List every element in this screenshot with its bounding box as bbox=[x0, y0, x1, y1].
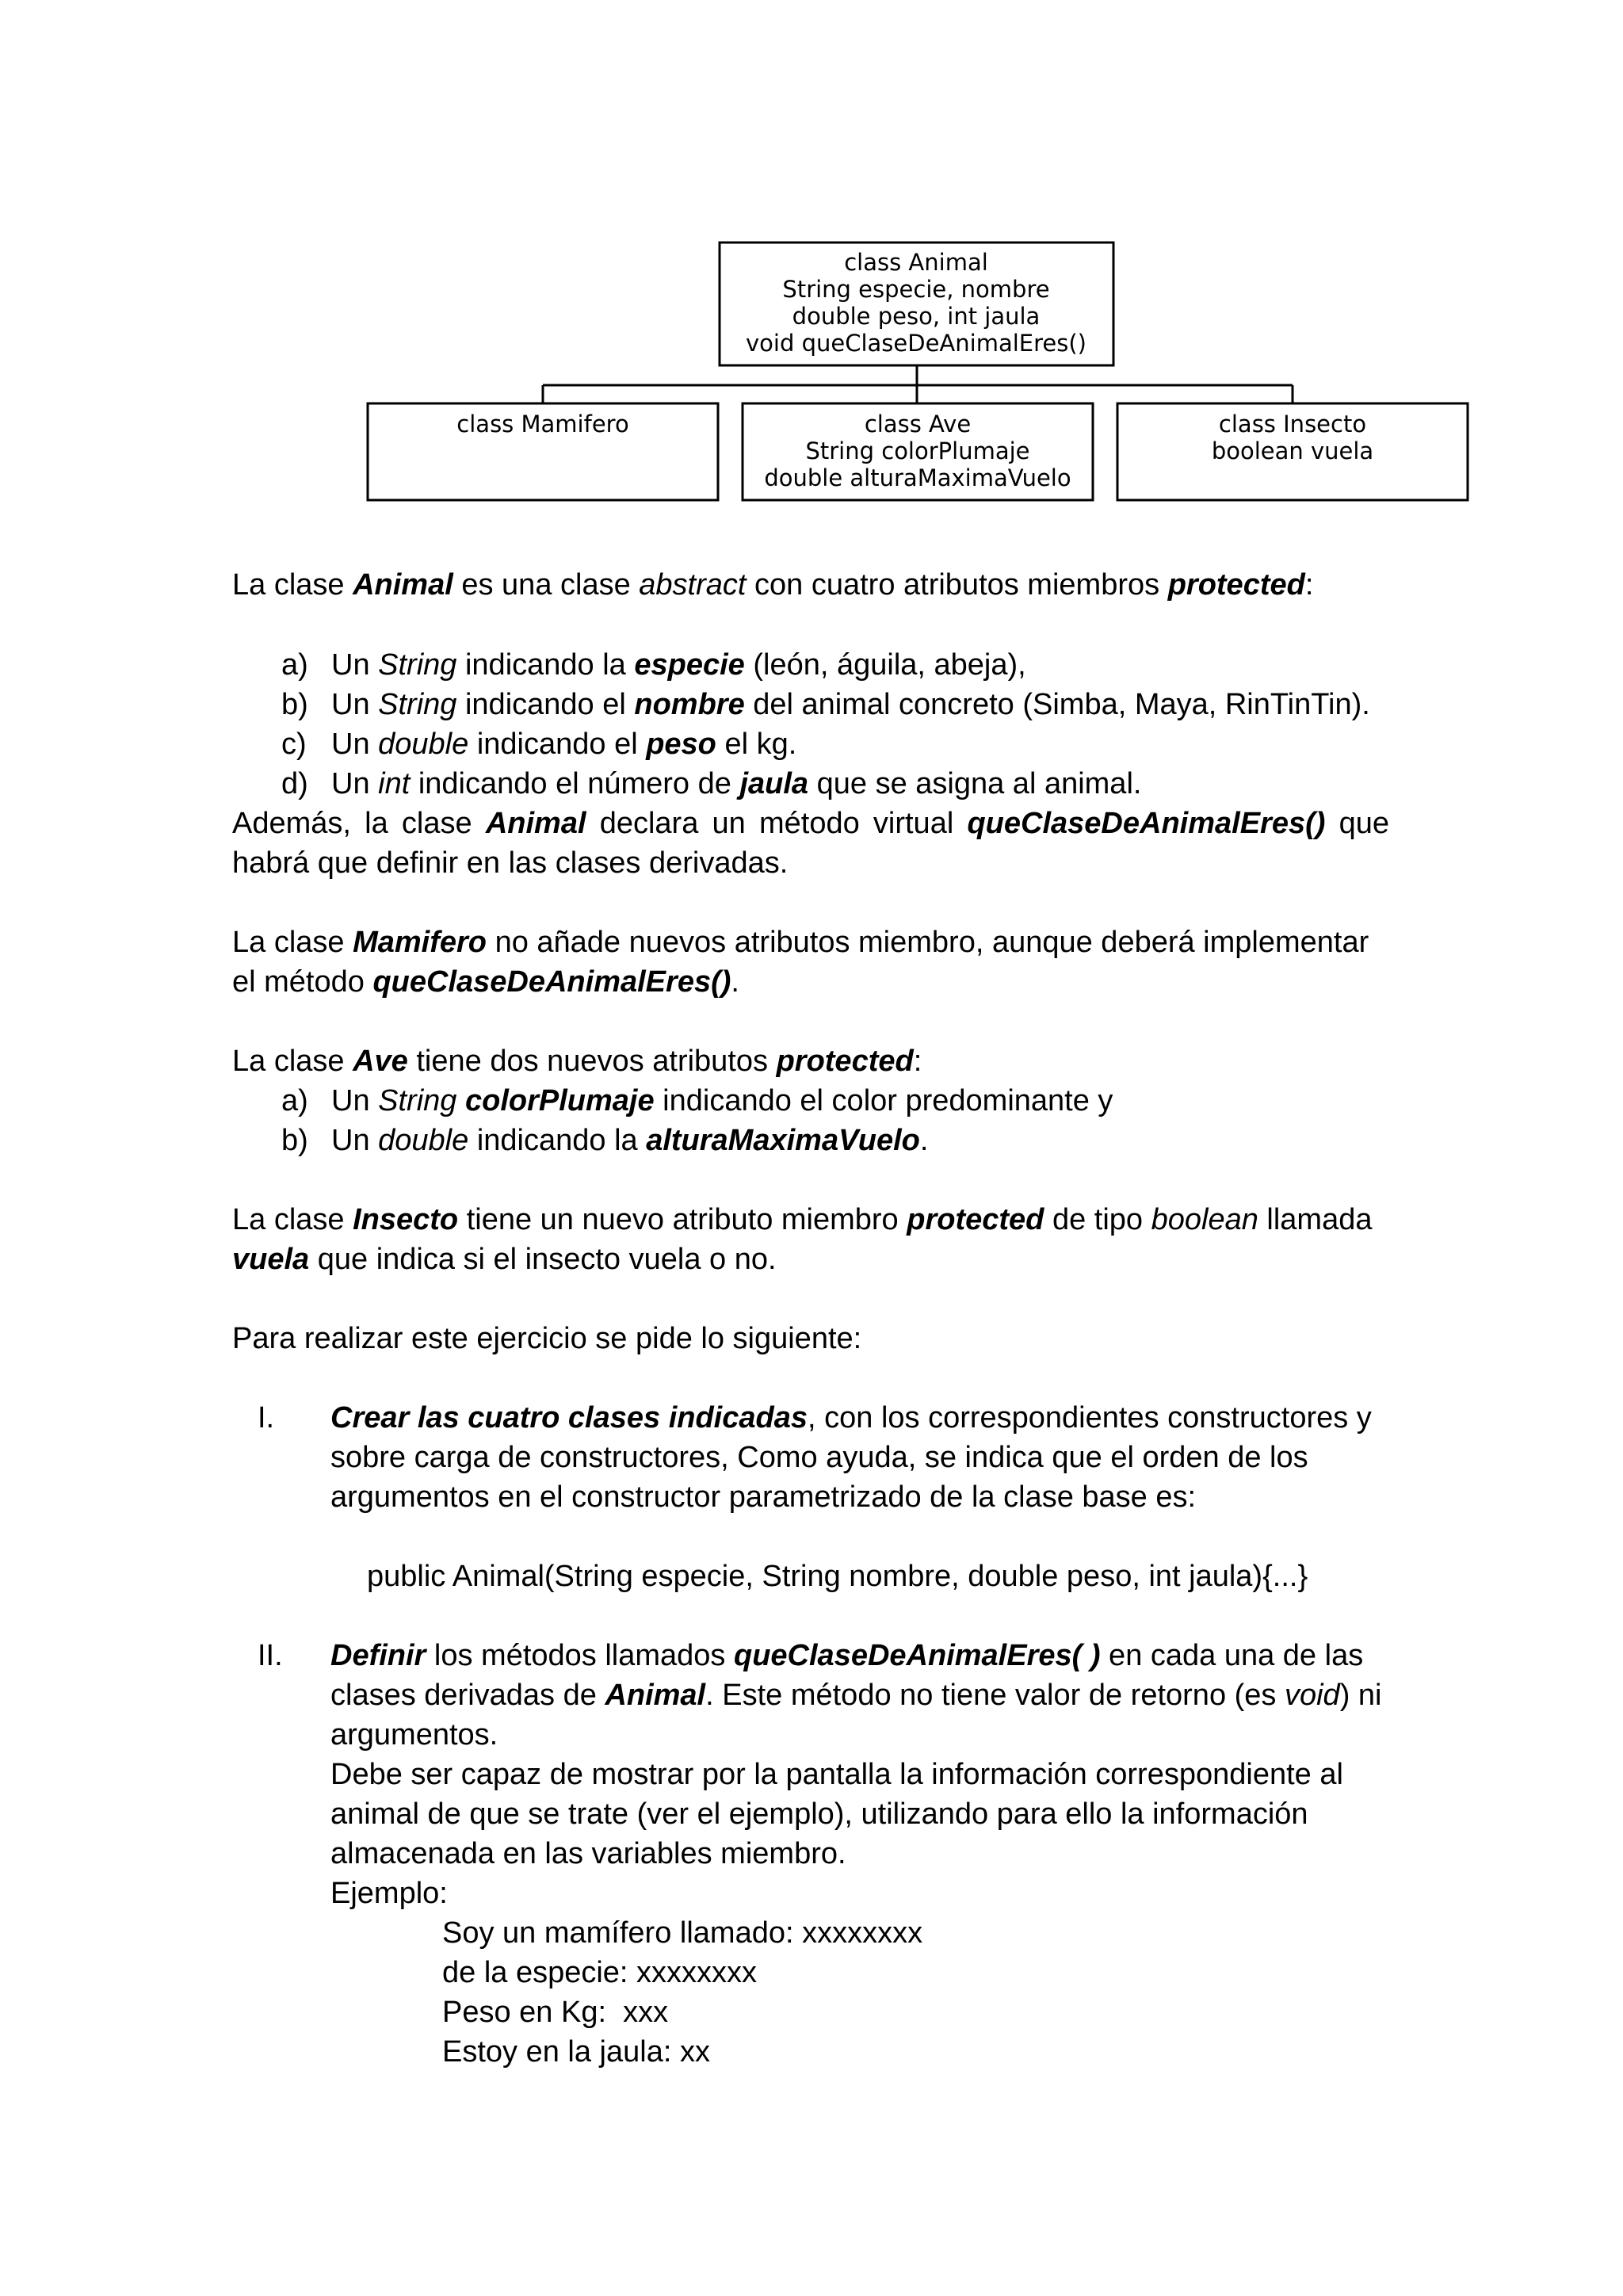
ave-paragraph: La clase Ave tiene dos nuevos atributos protected: bbox=[232, 1045, 922, 1078]
example-line: Peso en Kg: xxx bbox=[442, 1996, 669, 2029]
constructor-signature: public Animal(String especie, String nombre, double peso, int jaula){...} bbox=[367, 1560, 1308, 1593]
ave-class-line: double alturaMaximaVuelo bbox=[764, 464, 1071, 491]
example-line: Estoy en la jaula: xx bbox=[442, 2035, 710, 2069]
method-paragraph: Además, la clase Animal declara un método virtual queClaseDeAnimalEres() que habrá que definir en las clases derivadas. bbox=[232, 807, 1389, 880]
insecto-paragraph: La clase Insecto tiene un nuevo atributo miembro protected de tipo boolean llamada vuela que indica si el insecto vuela o no. bbox=[232, 1203, 1373, 1276]
ave-class-line: class Ave bbox=[864, 411, 972, 437]
mamifero-class-line: class Mamifero bbox=[456, 411, 629, 437]
example-line: Soy un mamífero llamado: xxxxxxxx bbox=[442, 1916, 923, 1950]
task-intro: Para realizar este ejercicio se pide lo siguiente: bbox=[232, 1322, 862, 1355]
task-one-text: Crear las cuatro clases indicadas, con los correspondientes constructores y sobre carga de constructores, Como ayuda, se indica que el orden de los argumentos en el constructor parametrizado de la clase base es: bbox=[330, 1401, 1372, 1514]
insecto-class-line: boolean vuela bbox=[1211, 437, 1374, 464]
task-two-detail: Debe ser capaz de mostrar por la pantalla la información correspondiente al animal de que se trate (ver el ejemplo), utilizando para ello la información almacenada en las variables miembro. bbox=[330, 1758, 1343, 1870]
intro-paragraph: La clase Animal es una clase abstract con cuatro atributos miembros protected: bbox=[232, 568, 1314, 602]
animal-class-line: class Animal bbox=[844, 249, 988, 276]
task-two-text: Definir los métodos llamados queClaseDeAnimalEres( ) en cada una de las clases derivadas de Animal. Este método no tiene valor de retorno (es void) ni argumentos. bbox=[330, 1639, 1382, 1752]
list-item: c) Un double indicando el peso el kg. bbox=[281, 728, 797, 761]
list-item: b) Un double indicando la alturaMaximaVuelo. bbox=[281, 1124, 929, 1157]
task-marker: I. bbox=[258, 1401, 275, 1435]
list-item: d) Un int indicando el número de jaula que se asigna al animal. bbox=[281, 767, 1142, 800]
example-label: Ejemplo: bbox=[330, 1877, 448, 1910]
class-hierarchy-diagram bbox=[0, 0, 1623, 523]
list-item: a) Un String colorPlumaje indicando el color predominante y bbox=[281, 1084, 1113, 1117]
list-item: a) Un String indicando la especie (león, águila, abeja), bbox=[281, 648, 1026, 682]
animal-class-line: String especie, nombre bbox=[782, 276, 1050, 303]
example-line: de la especie: xxxxxxxx bbox=[442, 1956, 758, 1989]
list-item: b) Un String indicando el nombre del animal concreto (Simba, Maya, RinTinTin). bbox=[281, 688, 1370, 721]
task-marker: II. bbox=[258, 1639, 283, 1672]
mamifero-paragraph: La clase Mamifero no añade nuevos atributos miembro, aunque deberá implementar el método queClaseDeAnimalEres(). bbox=[232, 926, 1369, 999]
ave-class-line: String colorPlumaje bbox=[805, 437, 1030, 464]
animal-class-line: void queClaseDeAnimalEres() bbox=[746, 330, 1086, 357]
insecto-class-line: class Insecto bbox=[1218, 411, 1367, 437]
animal-class-line: double peso, int jaula bbox=[792, 303, 1041, 330]
